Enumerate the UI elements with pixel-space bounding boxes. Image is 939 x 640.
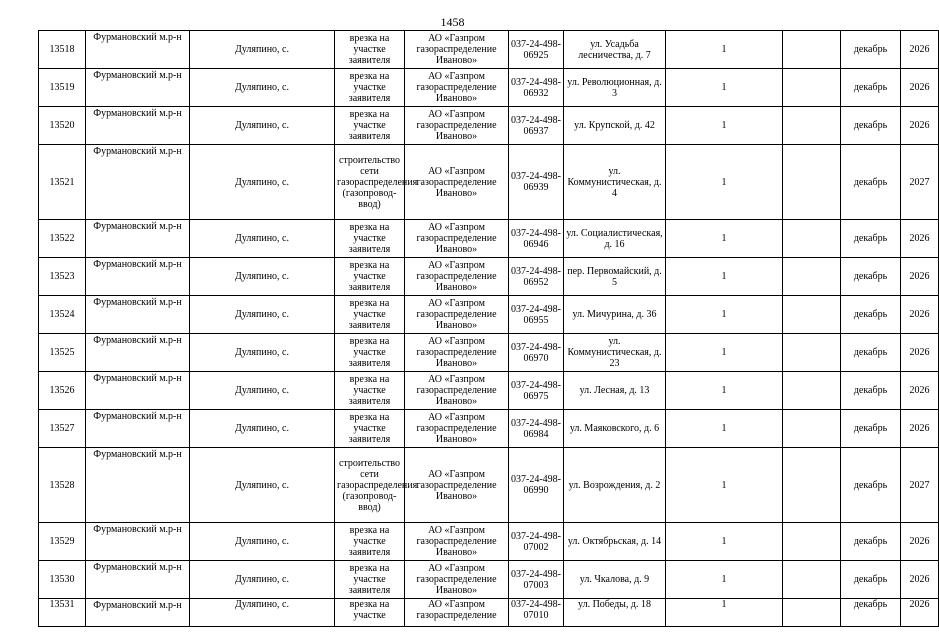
quantity-cell: 1 bbox=[666, 69, 783, 107]
table-row bbox=[39, 523, 939, 561]
locality-cell: Дуляпино, с. bbox=[190, 31, 335, 69]
work-type-cell: врезка на участке заявителя bbox=[335, 31, 405, 69]
year-cell: 2026 bbox=[901, 296, 939, 334]
month-cell: декабрь bbox=[841, 334, 901, 372]
code-cell: 037-24-498-06932 bbox=[509, 69, 564, 107]
table-row bbox=[39, 599, 939, 627]
work-type-cell: врезка на участке заявителя bbox=[335, 410, 405, 448]
year-cell: 2026 bbox=[901, 258, 939, 296]
quantity-cell: 1 bbox=[666, 448, 783, 523]
row-number-cell: 13522 bbox=[39, 220, 86, 258]
locality-cell: Дуляпино, с. bbox=[190, 561, 335, 599]
empty-cell bbox=[783, 107, 841, 145]
district-cell: Фурмановский м.р-н bbox=[86, 448, 190, 523]
district-cell: Фурмановский м.р-н bbox=[86, 69, 190, 107]
address-cell: ул. Коммунистическая, д. 4 bbox=[564, 145, 666, 220]
register-table bbox=[38, 30, 939, 627]
year-cell: 2026 bbox=[901, 107, 939, 145]
year-cell: 2026 bbox=[901, 69, 939, 107]
empty-cell bbox=[783, 296, 841, 334]
table-row bbox=[39, 448, 939, 523]
quantity-cell: 1 bbox=[666, 107, 783, 145]
month-cell: декабрь bbox=[841, 145, 901, 220]
quantity-cell: 1 bbox=[666, 31, 783, 69]
month-cell: декабрь bbox=[841, 561, 901, 599]
empty-cell bbox=[783, 220, 841, 258]
district-cell: Фурмановский м.р-н bbox=[86, 410, 190, 448]
month-cell: декабрь bbox=[841, 69, 901, 107]
address-cell: ул. Чкалова, д. 9 bbox=[564, 561, 666, 599]
quantity-cell: 1 bbox=[666, 334, 783, 372]
table-row bbox=[39, 220, 939, 258]
row-number-cell: 13526 bbox=[39, 372, 86, 410]
year-cell: 2026 bbox=[901, 561, 939, 599]
year-cell: 2026 bbox=[901, 31, 939, 69]
locality-cell: Дуляпино, с. bbox=[190, 372, 335, 410]
quantity-cell: 1 bbox=[666, 523, 783, 561]
table-body bbox=[39, 31, 939, 627]
organization-cell: АО «Газпром газораспределение Иваново» bbox=[405, 296, 509, 334]
month-cell: декабрь bbox=[841, 599, 901, 627]
organization-cell: АО «Газпром газораспределение Иваново» bbox=[405, 372, 509, 410]
code-cell: 037-24-498-06946 bbox=[509, 220, 564, 258]
month-cell: декабрь bbox=[841, 31, 901, 69]
empty-cell bbox=[783, 523, 841, 561]
empty-cell bbox=[783, 410, 841, 448]
organization-cell: АО «Газпром газораспределение Иваново» bbox=[405, 523, 509, 561]
year-cell: 2027 bbox=[901, 145, 939, 220]
work-type-cell: врезка на участке заявителя bbox=[335, 107, 405, 145]
work-type-cell: врезка на участке заявителя bbox=[335, 69, 405, 107]
year-cell: 2026 bbox=[901, 372, 939, 410]
month-cell: декабрь bbox=[841, 372, 901, 410]
address-cell: пер. Первомайский, д. 5 bbox=[564, 258, 666, 296]
work-type-cell: врезка на участке заявителя bbox=[335, 523, 405, 561]
row-number-cell: 13531 bbox=[39, 599, 86, 627]
code-cell: 037-24-498-06984 bbox=[509, 410, 564, 448]
row-number-cell: 13521 bbox=[39, 145, 86, 220]
locality-cell: Дуляпино, с. bbox=[190, 599, 335, 627]
empty-cell bbox=[783, 69, 841, 107]
row-number-cell: 13523 bbox=[39, 258, 86, 296]
year-cell: 2026 bbox=[901, 599, 939, 627]
row-number-cell: 13528 bbox=[39, 448, 86, 523]
district-cell: Фурмановский м.р-н bbox=[86, 145, 190, 220]
row-number-cell: 13519 bbox=[39, 69, 86, 107]
code-cell: 037-24-498-06970 bbox=[509, 334, 564, 372]
quantity-cell: 1 bbox=[666, 599, 783, 627]
table-row bbox=[39, 334, 939, 372]
organization-cell: АО «Газпром газораспределение Иваново» bbox=[405, 220, 509, 258]
work-type-cell: врезка на участке заявителя bbox=[335, 296, 405, 334]
empty-cell bbox=[783, 334, 841, 372]
address-cell: ул. Усадьба лесничества, д. 7 bbox=[564, 31, 666, 69]
year-cell: 2026 bbox=[901, 410, 939, 448]
code-cell: 037-24-498-06975 bbox=[509, 372, 564, 410]
empty-cell bbox=[783, 448, 841, 523]
code-cell: 037-24-498-06990 bbox=[509, 448, 564, 523]
empty-cell bbox=[783, 258, 841, 296]
year-cell: 2026 bbox=[901, 220, 939, 258]
row-number-cell: 13525 bbox=[39, 334, 86, 372]
work-type-cell: строительство сети газораспределения (газопровод-ввод) bbox=[335, 145, 405, 220]
page-number: 1458 bbox=[440, 15, 465, 29]
row-number-cell: 13520 bbox=[39, 107, 86, 145]
empty-cell bbox=[783, 561, 841, 599]
work-type-cell: врезка на участке заявителя bbox=[335, 220, 405, 258]
empty-cell bbox=[783, 599, 841, 627]
month-cell: декабрь bbox=[841, 523, 901, 561]
work-type-cell: врезка на участке заявителя bbox=[335, 258, 405, 296]
table-row bbox=[39, 561, 939, 599]
district-cell: Фурмановский м.р-н bbox=[86, 31, 190, 69]
work-type-cell: врезка на участке bbox=[335, 599, 405, 627]
quantity-cell: 1 bbox=[666, 561, 783, 599]
quantity-cell: 1 bbox=[666, 372, 783, 410]
organization-cell: АО «Газпром газораспределение Иваново» bbox=[405, 107, 509, 145]
locality-cell: Дуляпино, с. bbox=[190, 145, 335, 220]
code-cell: 037-24-498-07010 bbox=[509, 599, 564, 627]
district-cell: Фурмановский м.р-н bbox=[86, 561, 190, 599]
address-cell: ул. Революционная, д. 3 bbox=[564, 69, 666, 107]
district-cell: Фурмановский м.р-н bbox=[86, 220, 190, 258]
work-type-cell: врезка на участке заявителя bbox=[335, 372, 405, 410]
locality-cell: Дуляпино, с. bbox=[190, 220, 335, 258]
address-cell: ул. Возрождения, д. 2 bbox=[564, 448, 666, 523]
organization-cell: АО «Газпром газораспределение Иваново» bbox=[405, 69, 509, 107]
year-cell: 2026 bbox=[901, 523, 939, 561]
table-row bbox=[39, 107, 939, 145]
table-row bbox=[39, 410, 939, 448]
organization-cell: АО «Газпром газораспределение Иваново» bbox=[405, 561, 509, 599]
code-cell: 037-24-498-06925 bbox=[509, 31, 564, 69]
locality-cell: Дуляпино, с. bbox=[190, 448, 335, 523]
code-cell: 037-24-498-06939 bbox=[509, 145, 564, 220]
work-type-cell: врезка на участке заявителя bbox=[335, 334, 405, 372]
address-cell: ул. Мичурина, д. 36 bbox=[564, 296, 666, 334]
month-cell: декабрь bbox=[841, 107, 901, 145]
code-cell: 037-24-498-06937 bbox=[509, 107, 564, 145]
row-number-cell: 13518 bbox=[39, 31, 86, 69]
row-number-cell: 13529 bbox=[39, 523, 86, 561]
empty-cell bbox=[783, 372, 841, 410]
year-cell: 2026 bbox=[901, 334, 939, 372]
organization-cell: АО «Газпром газораспределение Иваново» bbox=[405, 258, 509, 296]
locality-cell: Дуляпино, с. bbox=[190, 410, 335, 448]
district-cell: Фурмановский м.р-н bbox=[86, 523, 190, 561]
month-cell: декабрь bbox=[841, 448, 901, 523]
district-cell: Фурмановский м.р-н bbox=[86, 296, 190, 334]
code-cell: 037-24-498-06952 bbox=[509, 258, 564, 296]
quantity-cell: 1 bbox=[666, 410, 783, 448]
quantity-cell: 1 bbox=[666, 258, 783, 296]
locality-cell: Дуляпино, с. bbox=[190, 296, 335, 334]
table-row bbox=[39, 69, 939, 107]
quantity-cell: 1 bbox=[666, 145, 783, 220]
table-row bbox=[39, 31, 939, 69]
code-cell: 037-24-498-06955 bbox=[509, 296, 564, 334]
row-number-cell: 13530 bbox=[39, 561, 86, 599]
address-cell: ул. Социалистическая, д. 16 bbox=[564, 220, 666, 258]
empty-cell bbox=[783, 31, 841, 69]
address-cell: ул. Маяковского, д. 6 bbox=[564, 410, 666, 448]
organization-cell: АО «Газпром газораспределение Иваново» bbox=[405, 145, 509, 220]
month-cell: декабрь bbox=[841, 258, 901, 296]
organization-cell: АО «Газпром газораспределение Иваново» bbox=[405, 334, 509, 372]
district-cell: Фурмановский м.р-н bbox=[86, 258, 190, 296]
locality-cell: Дуляпино, с. bbox=[190, 523, 335, 561]
district-cell: Фурмановский м.р-н bbox=[86, 599, 190, 627]
district-cell: Фурмановский м.р-н bbox=[86, 372, 190, 410]
address-cell: ул. Победы, д. 18 bbox=[564, 599, 666, 627]
month-cell: декабрь bbox=[841, 296, 901, 334]
district-cell: Фурмановский м.р-н bbox=[86, 334, 190, 372]
locality-cell: Дуляпино, с. bbox=[190, 258, 335, 296]
month-cell: декабрь bbox=[841, 220, 901, 258]
address-cell: ул. Крупской, д. 42 bbox=[564, 107, 666, 145]
table-row bbox=[39, 372, 939, 410]
table-row bbox=[39, 145, 939, 220]
district-cell: Фурмановский м.р-н bbox=[86, 107, 190, 145]
quantity-cell: 1 bbox=[666, 220, 783, 258]
row-number-cell: 13527 bbox=[39, 410, 86, 448]
work-type-cell: строительство сети газораспределения (газопровод-ввод) bbox=[335, 448, 405, 523]
code-cell: 037-24-498-07002 bbox=[509, 523, 564, 561]
address-cell: ул. Коммунистическая, д. 23 bbox=[564, 334, 666, 372]
locality-cell: Дуляпино, с. bbox=[190, 107, 335, 145]
table-row bbox=[39, 258, 939, 296]
code-cell: 037-24-498-07003 bbox=[509, 561, 564, 599]
address-cell: ул. Октябрьская, д. 14 bbox=[564, 523, 666, 561]
year-cell: 2027 bbox=[901, 448, 939, 523]
month-cell: декабрь bbox=[841, 410, 901, 448]
address-cell: ул. Лесная, д. 13 bbox=[564, 372, 666, 410]
organization-cell: АО «Газпром газораспределение Иваново» bbox=[405, 31, 509, 69]
organization-cell: АО «Газпром газораспределение bbox=[405, 599, 509, 627]
work-type-cell: врезка на участке заявителя bbox=[335, 561, 405, 599]
quantity-cell: 1 bbox=[666, 296, 783, 334]
organization-cell: АО «Газпром газораспределение Иваново» bbox=[405, 410, 509, 448]
organization-cell: АО «Газпром газораспределение Иваново» bbox=[405, 448, 509, 523]
table-row bbox=[39, 296, 939, 334]
row-number-cell: 13524 bbox=[39, 296, 86, 334]
empty-cell bbox=[783, 145, 841, 220]
locality-cell: Дуляпино, с. bbox=[190, 69, 335, 107]
locality-cell: Дуляпино, с. bbox=[190, 334, 335, 372]
